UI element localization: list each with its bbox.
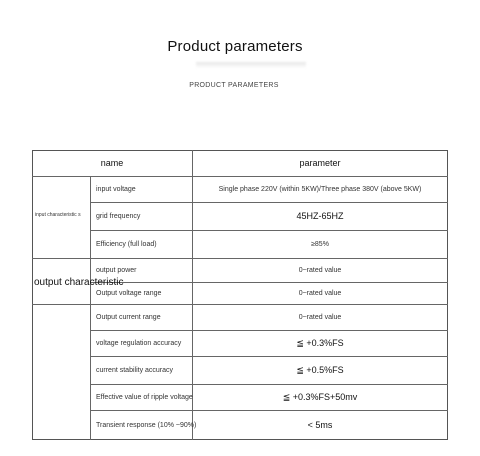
- row-value: 0~rated value: [298, 289, 342, 297]
- row-value: ≦ +0.3%FS: [296, 337, 344, 348]
- title-shadow: [196, 62, 306, 68]
- row-value: 45HZ-65HZ: [296, 211, 344, 221]
- row-name: Output voltage range: [96, 289, 162, 297]
- row-name: Efficiency (full load): [96, 240, 157, 248]
- row-name: Effective value of ripple voltage: [96, 393, 193, 401]
- row-value: ≦ +0.3%FS+50mv: [282, 391, 358, 402]
- header-parameter: parameter: [299, 158, 341, 168]
- group-input-label: input characteristic s: [35, 212, 81, 218]
- row-value: Single phase 220V (within 5KW)/Three phase 380V (above 5KW): [218, 185, 422, 193]
- column-divider: [90, 176, 91, 440]
- row-name: voltage regulation accuracy: [96, 339, 182, 347]
- header-name: name: [100, 158, 124, 168]
- page-subtitle: PRODUCT PARAMETERS: [189, 82, 279, 89]
- row-name: current stability accuracy: [96, 366, 174, 374]
- row-name: Transient response (10% ~90%): [96, 421, 197, 429]
- row-name: input voltage: [96, 185, 136, 193]
- group-output-label: output characteristic: [34, 276, 124, 288]
- row-value: < 5ms: [307, 420, 333, 430]
- row-name: output power: [96, 266, 137, 274]
- row-value: ≥85%: [311, 240, 329, 248]
- row-value: 0~rated value: [298, 266, 342, 274]
- page-title: Product parameters: [167, 38, 303, 55]
- row-value: 0~rated value: [298, 313, 342, 321]
- row-name: Output current range: [96, 313, 161, 321]
- row-name: grid frequency: [96, 212, 141, 220]
- row-value: ≦ +0.5%FS: [296, 364, 344, 375]
